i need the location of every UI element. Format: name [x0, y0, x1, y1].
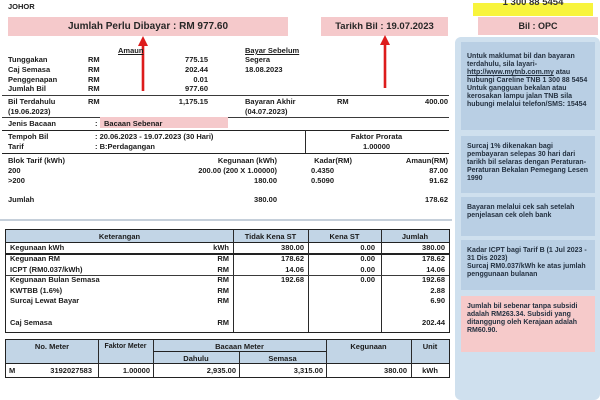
- icpt-note-line: Kadar ICPT bagi Tarif B (1 Jul 2023 - 31 Dis 2023): [467, 247, 587, 262]
- currency-label: RM: [88, 96, 100, 106]
- charge-row-label: Kegunaan RM: [10, 254, 61, 263]
- meter-row-type: M: [9, 366, 16, 375]
- red-arrow-annotation: [379, 35, 391, 89]
- last-payment-label: Bayaran Akhir: [245, 96, 296, 106]
- charge-row-total: 14.06: [426, 264, 445, 274]
- rate-header: Kadar(RM): [314, 156, 352, 165]
- amount-header: Amaun(RM): [405, 156, 448, 165]
- previous-bill-date: (19.06.2023): [8, 106, 51, 116]
- sidebar-info-box: [461, 42, 595, 130]
- column-divider: [308, 230, 309, 332]
- last-payment-amount: 400.00: [425, 96, 448, 106]
- charge-row-total: 2.88: [430, 285, 445, 295]
- red-arrow-annotation: [137, 36, 149, 92]
- charge-row-unit: RM: [217, 264, 229, 274]
- summary-row-amount: 977.60: [185, 84, 208, 93]
- phone-highlight: [473, 0, 593, 16]
- meter-header-factor: Faktor Meter: [104, 343, 147, 350]
- meter-header-previous: Dahulu: [183, 353, 209, 363]
- charge-row-label: KWTBB (1.6%): [10, 285, 63, 295]
- block-tariff-row-rate: 0.4350: [311, 166, 334, 175]
- phone-highlight-text: 1 300 88 5454: [502, 0, 564, 8]
- charge-row-st: 0.00: [360, 243, 375, 252]
- usage-header: Kegunaan (kWh): [217, 156, 277, 165]
- block-tariff-total-usage: 380.00: [254, 195, 277, 204]
- summary-row-label: Jumlah Bil: [8, 84, 46, 93]
- summary-row-amount: 202.44: [185, 65, 208, 74]
- charge-row-total: 380.00: [422, 243, 445, 252]
- period-label: Tempoh Bil: [8, 131, 49, 141]
- charges-total-value: 202.44: [422, 318, 445, 327]
- charge-row-unit: kWh: [213, 243, 229, 252]
- charge-row-label: Surcaj Lewat Bayar: [10, 296, 80, 305]
- icpt-note-line: Surcaj RM0.037/kWh ke atas jumlah penggunaan bulanan: [467, 263, 586, 278]
- currency-label: RM: [88, 65, 100, 74]
- charge-row-label: ICPT (RM0.037/kWh): [10, 264, 83, 274]
- divider: [2, 153, 449, 155]
- previous-bill-label: Bil Terdahulu: [8, 96, 56, 106]
- meter-row-usage: 380.00: [384, 366, 407, 375]
- meter-row-current: 3,315.00: [293, 366, 323, 375]
- currency-label: RM: [88, 74, 100, 84]
- block-tariff-row-rate: 0.5090: [311, 176, 334, 185]
- charge-row-st: 0.00: [360, 254, 375, 263]
- sidebar-surcharge-note: Surcaj 1% dikenakan bagi pembayaran selepas 30 hari dari tarikh bil selaras dengan Peraturan-Peraturan Bekalan Pemegang Lesen 1990: [461, 136, 595, 193]
- reading-type-label: Jenis Bacaan: [8, 118, 56, 128]
- charge-row-nost: 14.06: [285, 264, 304, 274]
- charge-row-label: Kegunaan kWh: [10, 243, 65, 252]
- meter-header-reading: Bacaan Meter: [215, 342, 264, 351]
- charge-row-st: 0.00: [360, 264, 375, 274]
- charges-header-nost: Tidak Kena ST: [244, 231, 297, 241]
- charges-header-st: Kena ST: [329, 231, 360, 241]
- charges-table: [5, 229, 450, 333]
- due-column-header: Bayar Sebelum: [245, 46, 300, 55]
- prorata-value: 1.00000: [362, 141, 391, 151]
- summary-row-amount: 775.15: [185, 55, 208, 64]
- charges-total-label: Caj Semasa: [10, 318, 53, 327]
- amount-column-header: Amaun: [118, 46, 144, 55]
- info-text: Untuk gangguan bekalan atau kerosakan lampu jalan TNB sila hubungi melalui telefon/SMS: 15454: [467, 85, 587, 108]
- block-tariff-row-amount: 91.62: [429, 176, 448, 185]
- meter-row-previous: 2,935.00: [206, 366, 236, 375]
- summary-row-label: Caj Semasa: [8, 65, 51, 74]
- block-tariff-row-usage: 180.00: [254, 176, 277, 185]
- charge-row-total: 178.62: [422, 254, 445, 263]
- summary-row-label: Tunggakan: [8, 55, 48, 64]
- reading-type-value: Bacaan Sebenar: [104, 118, 163, 128]
- sidebar-icpt-note: [461, 240, 595, 290]
- previous-bill-amount: 1,175.15: [178, 96, 208, 106]
- meter-header-no: No. Meter: [34, 342, 70, 351]
- charge-row-nost: 380.00: [281, 243, 304, 252]
- charge-row-st: 0.00: [360, 275, 375, 284]
- block-tariff-row-block: >200: [8, 176, 25, 185]
- prorata-label: Faktor Prorata: [350, 131, 403, 141]
- currency-label: RM: [337, 96, 349, 106]
- meter-header-current: Semasa: [268, 353, 297, 363]
- charge-row-unit: RM: [217, 296, 229, 305]
- summary-row-due: 18.08.2023: [245, 65, 283, 74]
- charge-row-label: Kegunaan Bulan Semasa: [10, 275, 100, 284]
- column-divider: [381, 230, 382, 332]
- charge-row-nost: 192.68: [281, 275, 304, 284]
- amount-due-banner: Jumlah Perlu Dibayar : RM 977.60: [8, 17, 288, 36]
- divider: [2, 95, 449, 96]
- colon-separator: :: [95, 118, 98, 128]
- bill-type-header: Bil : OPC: [478, 17, 598, 35]
- mytnb-link[interactable]: http://www.mytnb.com.my: [467, 69, 554, 76]
- period-value: : 20.06.2023 - 19.07.2023 (30 Hari): [95, 131, 214, 141]
- block-tariff-total-label: Jumlah: [8, 195, 35, 204]
- charges-total-unit: RM: [217, 318, 229, 327]
- meter-header-usage: Kegunaan: [350, 342, 387, 351]
- row-divider: [153, 351, 326, 352]
- last-payment-date: (04.07.2023): [245, 106, 288, 116]
- block-tariff-header: Blok Tarif (kWh): [8, 156, 65, 165]
- info-text: Untuk maklumat bil dan bayaran terdahulu, sila layari-: [467, 53, 575, 68]
- charge-row-total: 192.68: [422, 275, 445, 284]
- block-tariff-row-amount: 87.00: [429, 166, 448, 175]
- block-tariff-row-block: 200: [8, 166, 21, 175]
- meter-row-no: 3192027583: [50, 366, 92, 375]
- section-divider: [0, 219, 452, 221]
- charge-row-unit: RM: [217, 285, 229, 295]
- charges-header-total: Jumlah: [401, 231, 429, 241]
- sidebar-cheque-note: Bayaran melalui cek sah setelah penjelasan cek oleh bank: [461, 197, 595, 236]
- summary-row-due: Segera: [245, 55, 271, 64]
- currency-label: RM: [88, 84, 100, 93]
- tariff-value: : B:Perdagangan: [95, 141, 156, 151]
- info-text: atau hubungi Careline TNB 1 300 88 5454: [467, 69, 588, 84]
- summary-row-amount: 0.01: [193, 74, 208, 84]
- column-divider: [233, 230, 234, 332]
- block-tariff-total-amount: 178.62: [425, 195, 448, 204]
- meter-table: [5, 339, 450, 378]
- meter-row-factor: 1.00000: [122, 366, 150, 375]
- summary-row-label: Penggenapan: [8, 74, 58, 84]
- charge-row-unit: RM: [217, 254, 229, 263]
- charge-row-nost: 178.62: [281, 254, 304, 263]
- block-tariff-row-usage: 200.00 (200 X 1.00000): [198, 166, 277, 175]
- currency-label: RM: [88, 55, 100, 64]
- charge-row-unit: RM: [217, 275, 229, 284]
- meter-header-unit: Unit: [422, 342, 438, 351]
- sidebar-subsidy-note: Jumlah bil sebenar tanpa subsidi adalah RM263.34. Subsidi yang ditanggung oleh Kerajaan adalah RM60.90.: [461, 296, 595, 352]
- tariff-label: Tarif: [8, 141, 24, 151]
- divider: [2, 130, 449, 132]
- charge-row-total: 6.90: [430, 296, 445, 305]
- bill-date-banner: Tarikh Bil : 19.07.2023: [321, 17, 448, 36]
- charges-header-desc: Keterangan: [98, 231, 141, 241]
- region-label: JOHOR: [8, 2, 35, 11]
- meter-row-unit: kWh: [422, 366, 438, 375]
